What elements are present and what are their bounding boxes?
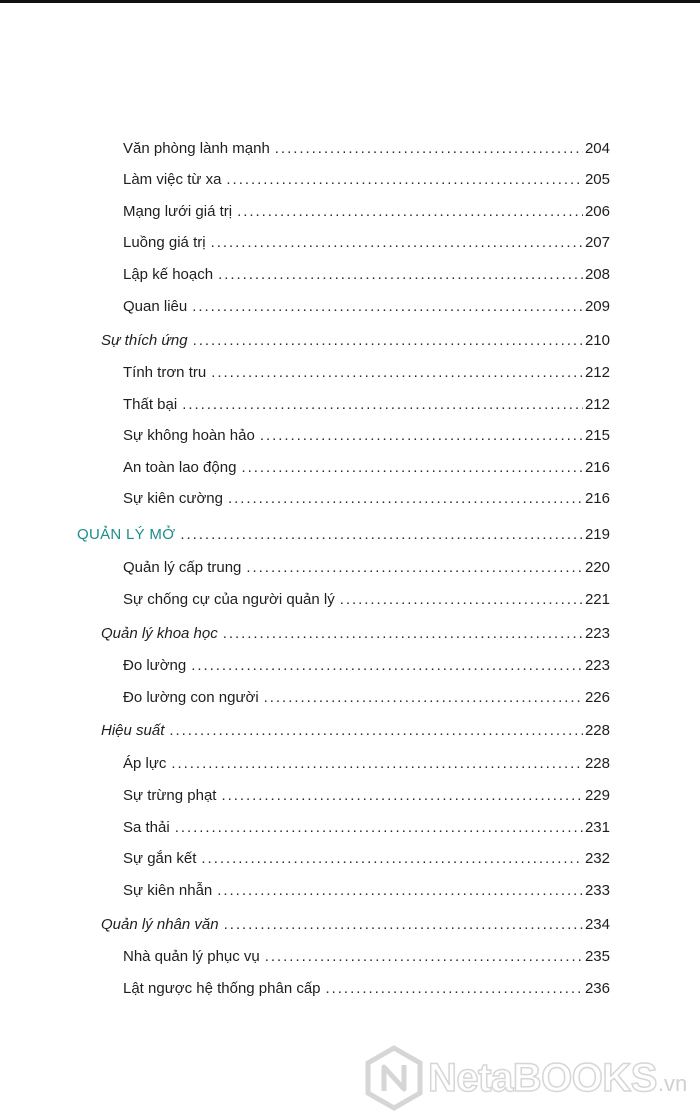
dot-leader xyxy=(226,168,583,192)
toc-entry-title: Sự kiên cường xyxy=(123,490,223,507)
toc-entry[interactable] xyxy=(123,200,610,224)
toc-entry-title: Văn phòng lành mạnh xyxy=(123,140,270,157)
toc-page-number: 206 xyxy=(584,203,610,220)
toc-entry-title: Hiệu suất xyxy=(101,722,165,739)
toc-page-number: 228 xyxy=(584,722,610,739)
dot-leader xyxy=(224,913,583,937)
toc-entry-title: Sự trừng phạt xyxy=(123,787,217,804)
toc-page-number: 228 xyxy=(584,755,610,772)
dot-leader xyxy=(221,784,583,808)
toc-entry[interactable] xyxy=(123,847,610,871)
netabooks-watermark xyxy=(364,1043,700,1113)
dot-leader xyxy=(275,137,583,161)
toc-page-number: 236 xyxy=(584,980,610,997)
toc-page-number: 216 xyxy=(584,459,610,476)
toc-page-number: 209 xyxy=(584,298,610,315)
dot-leader xyxy=(191,654,583,678)
toc-entry-title: Áp lực xyxy=(123,755,167,772)
dot-leader xyxy=(237,200,583,224)
netabooks-logo-icon xyxy=(364,1045,424,1111)
dot-leader xyxy=(223,622,583,646)
toc-page-number: 207 xyxy=(584,234,610,251)
toc-entry-title: QUẢN LÝ MỞ xyxy=(77,526,176,543)
dot-leader xyxy=(218,263,583,287)
toc-entry[interactable] xyxy=(123,456,610,480)
toc-entry-title: Sự gắn kết xyxy=(123,850,197,867)
toc-entry-title: Làm việc từ xa xyxy=(123,171,222,188)
dot-leader xyxy=(265,945,583,969)
toc-page-number: 231 xyxy=(584,819,610,836)
toc-entry[interactable] xyxy=(123,945,610,969)
toc-page-number: 223 xyxy=(584,657,610,674)
toc-entry-title: Luồng giá trị xyxy=(123,234,206,251)
dot-leader xyxy=(264,686,583,710)
dot-leader xyxy=(217,879,583,903)
toc-page-number: 219 xyxy=(584,526,610,543)
dot-leader xyxy=(182,393,583,417)
watermark-suffix: .vn xyxy=(657,1071,688,1096)
toc-entry[interactable] xyxy=(123,393,610,417)
toc-entry-title: Sự chống cự của người quản lý xyxy=(123,591,335,608)
dot-leader xyxy=(211,231,583,255)
toc-page-number: 226 xyxy=(584,689,610,706)
toc-page-number: 216 xyxy=(584,490,610,507)
toc-page-number: 234 xyxy=(584,916,610,933)
toc-entry-title: Tính trơn tru xyxy=(123,364,207,381)
toc-entry[interactable] xyxy=(123,487,610,511)
toc-entry-title: Sa thải xyxy=(123,819,170,836)
toc-page-number: 232 xyxy=(584,850,610,867)
dot-leader xyxy=(241,456,583,480)
dot-leader xyxy=(193,329,583,353)
toc-entry[interactable] xyxy=(123,752,610,776)
toc-page-number: 223 xyxy=(584,625,610,642)
watermark-brand: NetaBOOKS xyxy=(428,1055,657,1100)
toc-entry-title: Sự kiên nhẫn xyxy=(123,882,213,899)
toc-page-number: 235 xyxy=(584,948,610,965)
toc-section-heading[interactable] xyxy=(77,523,610,547)
toc-entry-title: An toàn lao động xyxy=(123,459,237,476)
toc-entry[interactable] xyxy=(123,231,610,255)
dot-leader xyxy=(326,977,583,1001)
toc-entry[interactable] xyxy=(123,686,610,710)
toc-entry-title: Mạng lưới giá trị xyxy=(123,203,233,220)
toc-entry[interactable] xyxy=(123,168,610,192)
toc-entry[interactable] xyxy=(101,913,610,937)
toc-entry[interactable] xyxy=(123,361,610,385)
dot-leader xyxy=(201,847,583,871)
dot-leader xyxy=(175,816,583,840)
toc-page-number: 208 xyxy=(584,266,610,283)
toc-entry[interactable] xyxy=(123,556,610,580)
toc-entry-title: Quan liêu xyxy=(123,298,188,315)
toc-entry-title: Lật ngược hệ thống phân cấp xyxy=(123,980,321,997)
toc-entry[interactable] xyxy=(123,977,610,1001)
toc-entry-title: Nhà quản lý phục vụ xyxy=(123,948,260,965)
toc-entry-title: Thất bại xyxy=(123,396,178,413)
dot-leader xyxy=(260,424,583,448)
toc-entry[interactable] xyxy=(123,654,610,678)
toc-entry-title: Sự thích ứng xyxy=(101,332,188,349)
toc-page-number: 220 xyxy=(584,559,610,576)
toc-entry-title: Quản lý nhân văn xyxy=(101,916,219,933)
toc-entry[interactable] xyxy=(101,329,610,353)
toc-entry[interactable] xyxy=(123,424,610,448)
toc-page-number: 215 xyxy=(584,427,610,444)
toc-entry[interactable] xyxy=(123,879,610,903)
toc-entry[interactable] xyxy=(101,719,610,743)
dot-leader xyxy=(169,719,583,743)
toc-page-number: 204 xyxy=(584,140,610,157)
dot-leader xyxy=(211,361,583,385)
toc-entry-title: Lập kế hoạch xyxy=(123,266,214,283)
toc-entry[interactable] xyxy=(123,295,610,319)
dot-leader xyxy=(246,556,583,580)
toc-entry[interactable] xyxy=(123,263,610,287)
dot-leader xyxy=(340,588,583,612)
toc-page-number: 210 xyxy=(584,332,610,349)
dot-leader xyxy=(228,487,583,511)
dot-leader xyxy=(192,295,583,319)
toc-entry-title: Đo lường con người xyxy=(123,689,259,706)
toc-entry[interactable] xyxy=(101,622,610,646)
toc-entry-title: Quản lý khoa học xyxy=(101,625,218,642)
dot-leader xyxy=(180,523,583,547)
dot-leader xyxy=(171,752,583,776)
toc-page-number: 233 xyxy=(584,882,610,899)
toc-page-number: 212 xyxy=(584,396,610,413)
toc-entry[interactable] xyxy=(123,784,610,808)
toc-entry[interactable] xyxy=(123,137,610,161)
toc-page-number: 205 xyxy=(584,171,610,188)
toc-entry-title: Đo lường xyxy=(123,657,187,674)
toc-page-number: 221 xyxy=(584,591,610,608)
toc-entry-title: Quản lý cấp trung xyxy=(123,559,242,576)
toc-entry[interactable] xyxy=(123,816,610,840)
toc-entry-title: Sự không hoàn hảo xyxy=(123,427,255,444)
toc-entry[interactable] xyxy=(123,588,610,612)
toc-page-number: 212 xyxy=(584,364,610,381)
toc-page-number: 229 xyxy=(584,787,610,804)
